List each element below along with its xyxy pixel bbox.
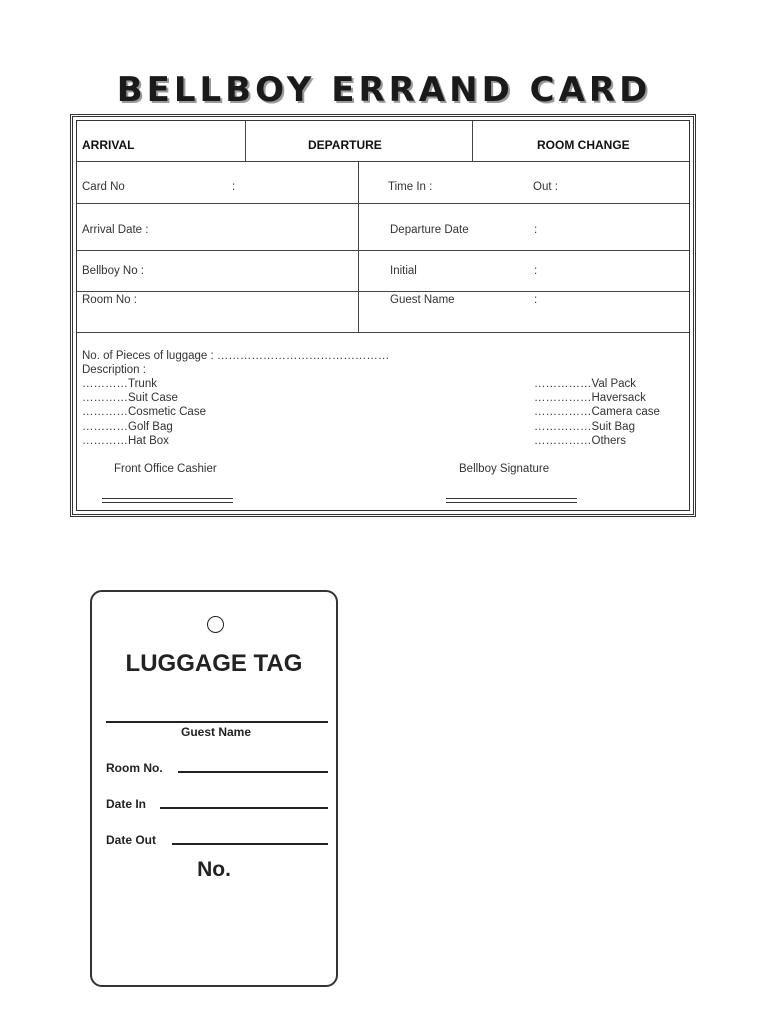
luggage-item-golf-bag: …………Golf Bag bbox=[82, 421, 173, 433]
divider bbox=[77, 332, 689, 333]
card-no-label: Card No bbox=[82, 181, 125, 193]
luggage-item-suit-case: …………Suit Case bbox=[82, 392, 178, 404]
arrival-header: ARRIVAL bbox=[82, 138, 135, 152]
luggage-item-val-pack: ……………Val Pack bbox=[534, 378, 637, 390]
divider bbox=[77, 250, 689, 251]
luggage-item-cosmetic-case: …………Cosmetic Case bbox=[82, 406, 206, 418]
guest-name-colon: : bbox=[534, 294, 538, 306]
date-in-line bbox=[160, 807, 328, 809]
luggage-item-hat-box: …………Hat Box bbox=[82, 435, 169, 447]
guest-name-label: Guest Name bbox=[390, 294, 455, 306]
initial-colon: : bbox=[534, 265, 538, 277]
bellboy-no-label: Bellboy No : bbox=[82, 265, 145, 277]
divider bbox=[77, 161, 689, 162]
luggage-item-others: ……………Others bbox=[534, 435, 627, 447]
room-no-label: Room No. bbox=[106, 761, 163, 775]
description-label: Description : bbox=[82, 364, 146, 376]
luggage-item-haversack: ……………Haversack bbox=[534, 392, 646, 404]
time-in-label: Time In : bbox=[388, 181, 433, 193]
divider bbox=[77, 203, 689, 204]
departure-header: DEPARTURE bbox=[308, 138, 382, 152]
room-no-label: Room No : bbox=[82, 294, 137, 306]
errand-card-title: BELLBOY ERRAND CARD bbox=[116, 70, 652, 110]
luggage-item-camera-case: ……………Camera case bbox=[534, 406, 660, 418]
tag-number-label: No. bbox=[197, 858, 231, 881]
card-no-colon: : bbox=[232, 181, 236, 193]
out-label: Out : bbox=[533, 181, 558, 193]
date-out-label: Date Out bbox=[106, 833, 157, 847]
luggage-item-trunk: …………Trunk bbox=[82, 378, 157, 390]
luggage-tag-title: LUGGAGE TAG bbox=[125, 650, 303, 677]
divider bbox=[77, 291, 689, 292]
cashier-signature-line bbox=[102, 498, 233, 503]
date-in-label: Date In bbox=[106, 797, 147, 811]
arrival-date-label: Arrival Date : bbox=[82, 224, 149, 236]
departure-date-colon: : bbox=[534, 224, 538, 236]
divider bbox=[472, 121, 473, 161]
front-office-cashier-label: Front Office Cashier bbox=[114, 463, 217, 475]
bellboy-signature-line bbox=[446, 498, 577, 503]
bellboy-errand-card bbox=[70, 114, 696, 517]
errand-card-frame bbox=[76, 120, 690, 511]
divider bbox=[245, 121, 246, 161]
divider bbox=[358, 161, 359, 332]
luggage-tag bbox=[90, 590, 338, 987]
guest-name-line bbox=[106, 721, 328, 723]
bellboy-signature-label: Bellboy Signature bbox=[459, 463, 550, 475]
departure-date-label: Departure Date bbox=[390, 224, 469, 236]
pieces-of-luggage: No. of Pieces of luggage : ……………………………………… bbox=[82, 350, 390, 362]
initial-label: Initial bbox=[390, 265, 417, 277]
guest-name-label: Guest Name bbox=[180, 725, 252, 739]
date-out-line bbox=[172, 843, 328, 845]
tag-hole-icon bbox=[207, 616, 224, 633]
room-no-line bbox=[178, 771, 328, 773]
luggage-item-suit-bag: ……………Suit Bag bbox=[534, 421, 635, 433]
room-change-header: ROOM CHANGE bbox=[537, 138, 630, 152]
